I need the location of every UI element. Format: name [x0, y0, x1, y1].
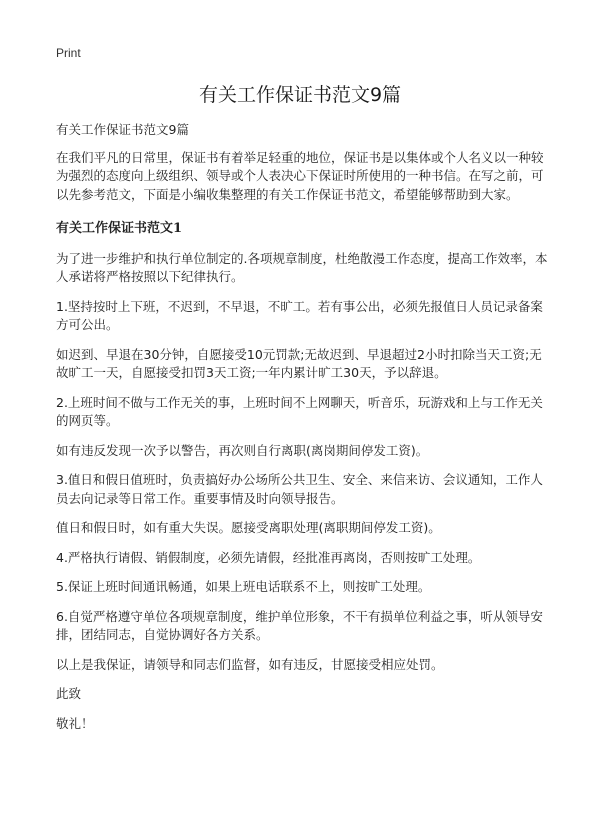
body-paragraph: 如有违反发现一次予以警告，再次则自行离职(离岗期间停发工资)。	[56, 442, 429, 458]
page-title: 有关工作保证书范文9篇	[198, 84, 402, 106]
body-paragraph: 4.严格执行请假、销假制度，必须先请假，经批准再离岗，否则按旷工处理。	[56, 549, 481, 565]
body-paragraph: 值日和假日时，如有重大失误。愿接受离职处理(离职期间停发工资)。	[56, 520, 441, 535]
body-paragraph: 为了进一步维护和执行单位制定的.各项规章制度，杜绝散漫工作态度，提高工作效率，本人承诺将严格按照以下纪律执行。	[56, 250, 548, 284]
print-link[interactable]: Print	[56, 46, 81, 60]
body-paragraph: 2.上班时间不做与工作无关的事，上班时间不上网聊天，听音乐，玩游戏和上与工作无关的网页等。	[56, 394, 543, 428]
document-subtitle: 有关工作保证书范文9篇	[56, 122, 189, 137]
intro-paragraph: 在我们平凡的日常里，保证书有着举足轻重的地位，保证书是以集体或个人名义以一种较为强烈的态度向上级组织、领导或个人表决心下保证时所使用的一种书信。在写之前，可以先参考范文，下面是小编收集整理的有关工作保证书范文，希望能够帮助到大家。	[56, 149, 544, 202]
body-paragraph: 如迟到、早退在30分钟，自愿接受10元罚款;无故迟到、早退超过2小时扣除当天工资;无故旷工一天，自愿接受扣罚3天工资;一年内累计旷工30天，予以辞退。	[56, 346, 542, 380]
closing-salutation: 敬礼！	[56, 715, 94, 731]
body-paragraph: 以上是我保证，请领导和同志们监督，如有违反，甘愿接受相应处罚。	[56, 656, 444, 672]
document-body	[56, 121, 552, 744]
body-paragraph: 3.值日和假日值班时，负责搞好办公场所公共卫生、安全、来信来访、会议通知，工作人员去向记录等日常工作。重要事情及时向领导报告。	[56, 472, 543, 506]
body-paragraph: 5.保证上班时间通讯畅通，如果上班电话联系不上，则按旷工处理。	[56, 579, 431, 594]
section-heading: 有关工作保证书范文1	[56, 221, 183, 236]
body-paragraph: 6.自觉严格遵守单位各项规章制度，维护单位形象，不干有损单位利益之事，听从领导安排，团结同志，自觉协调好各方关系。	[56, 608, 543, 642]
body-paragraph: 1.坚持按时上下班，不迟到，不早退，不旷工。若有事公出，必须先报值日人员记录备案方可公出。	[56, 298, 543, 332]
closing-line: 此致	[56, 686, 82, 701]
